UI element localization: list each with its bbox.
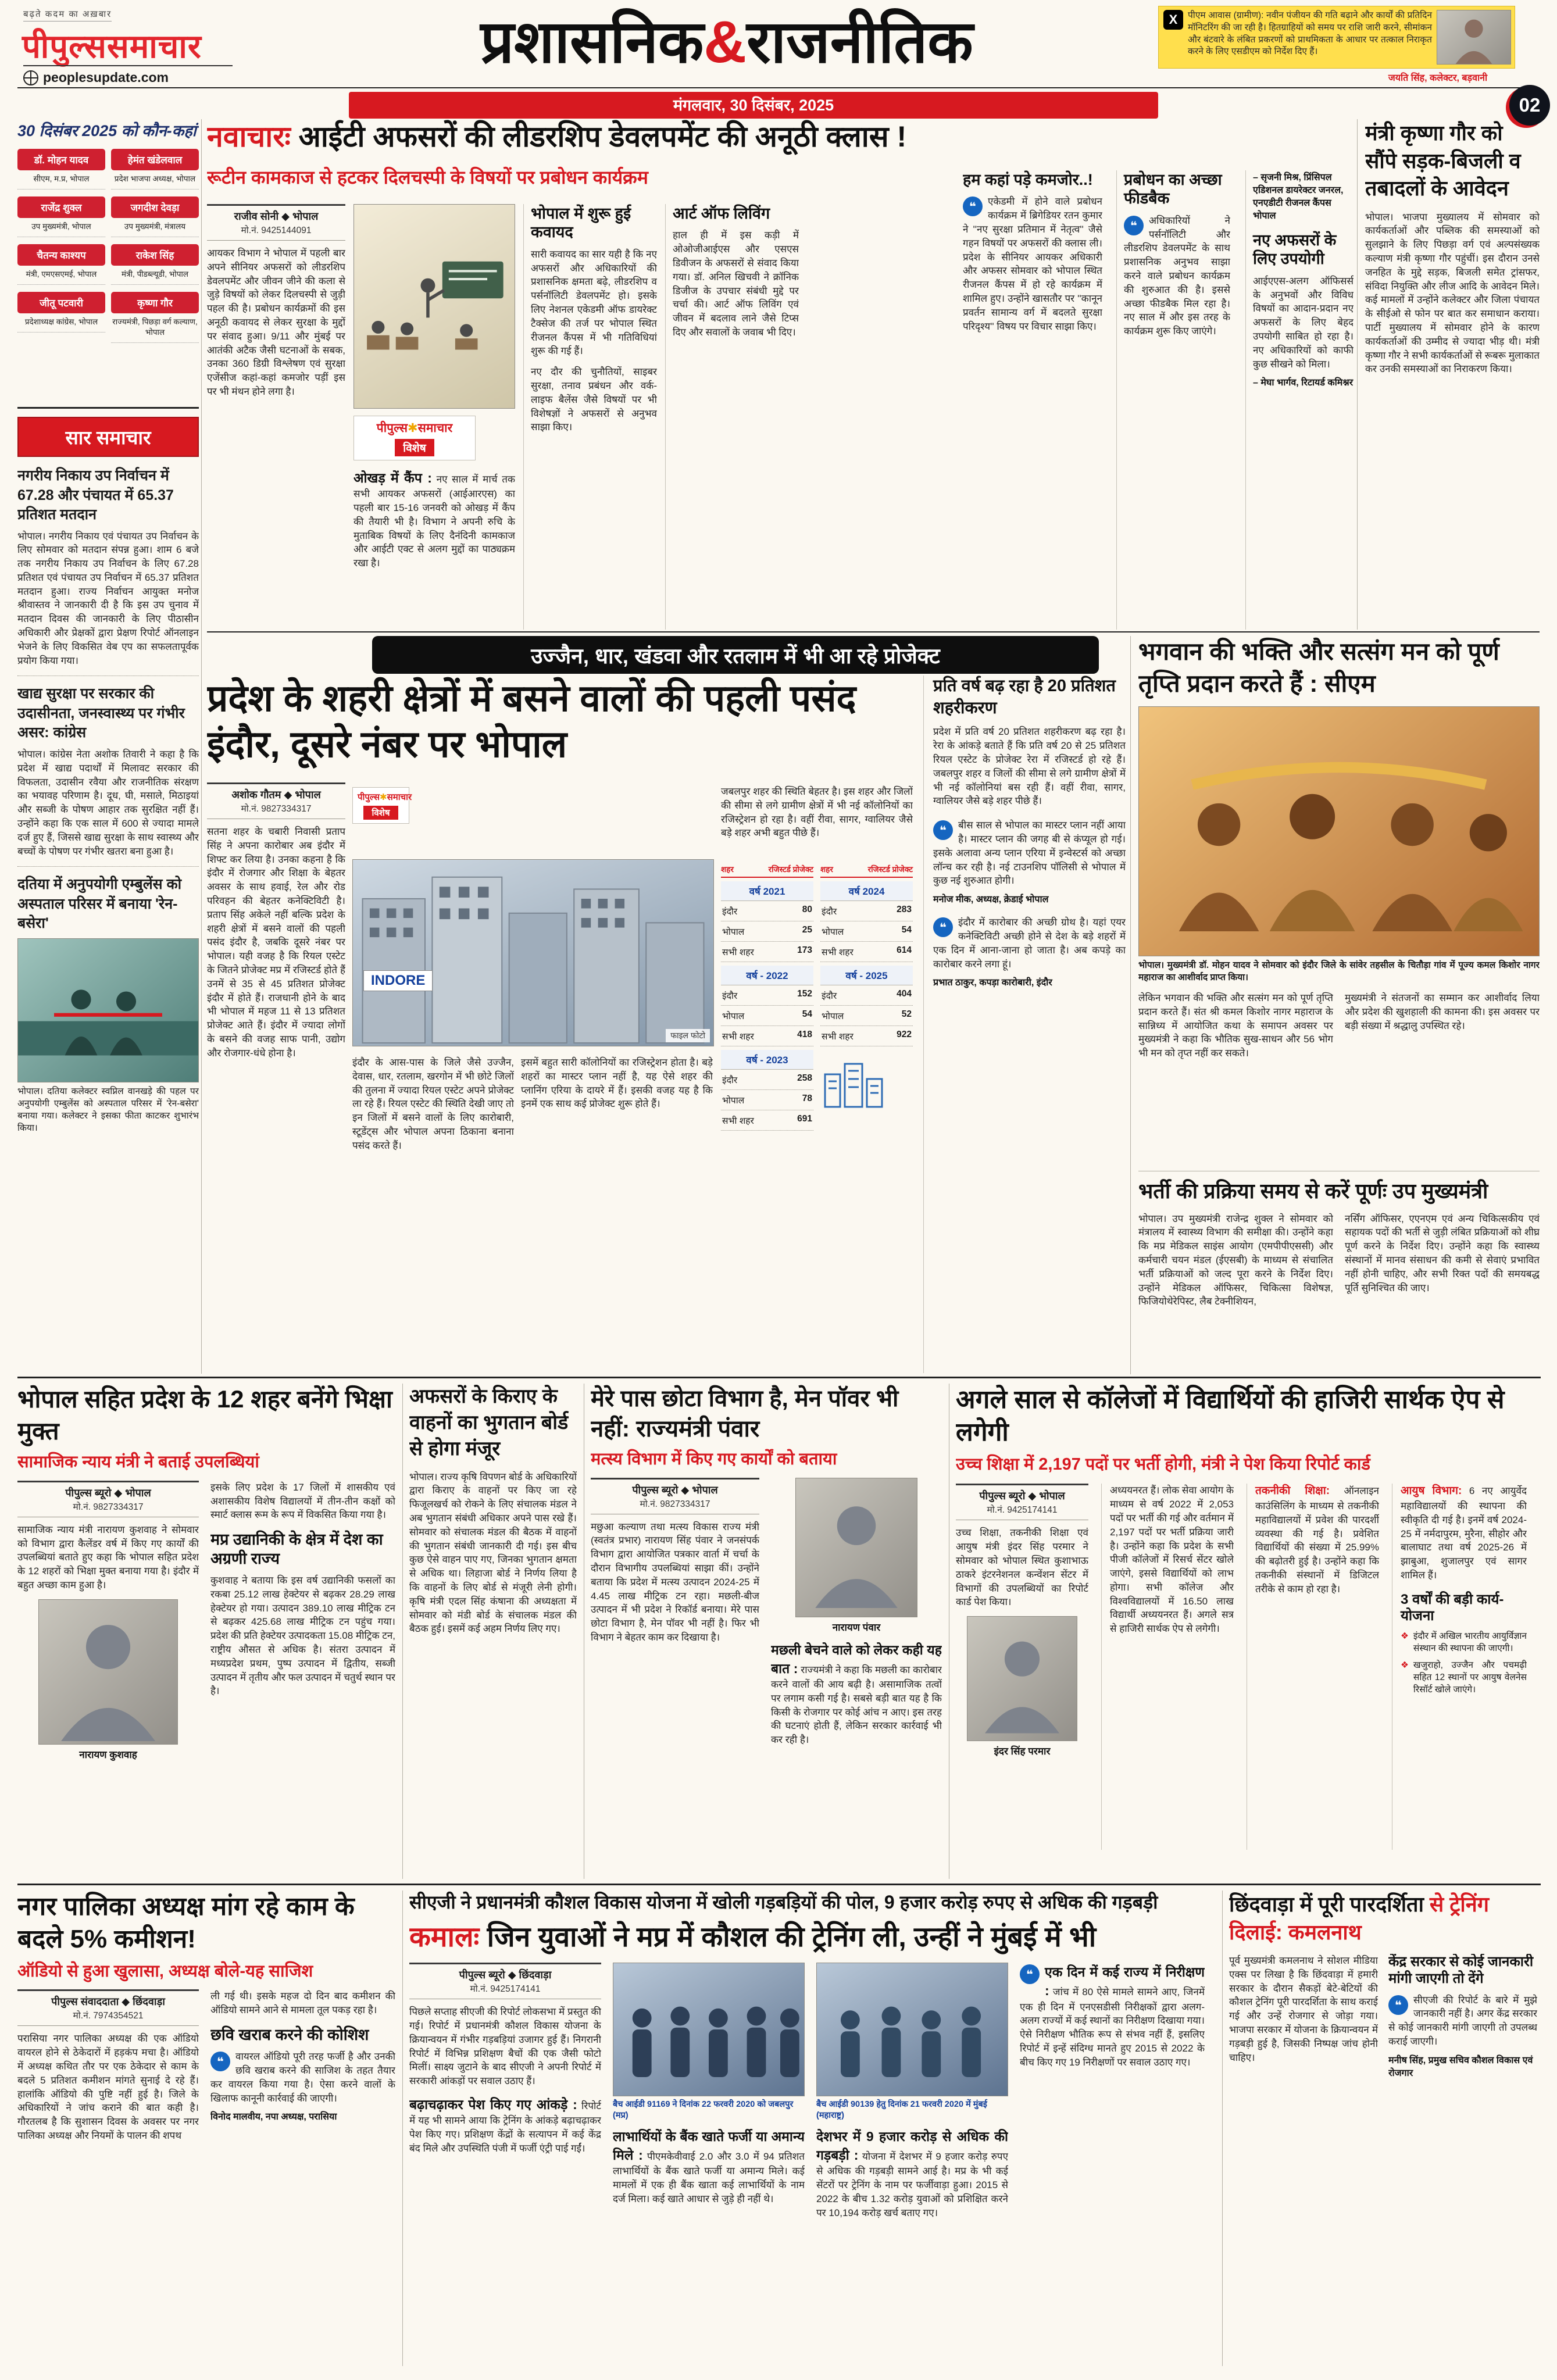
table-left-column: शहर रजिस्टर्ड प्रोजेक्ट वर्ष 2021 इंदौर 80 भोपाल 25 सभी शहर 173 वर्ष - 2022 इंदौर 152 भोपाल 54 सभी शहर 418 वर्ष - 2023 इंदौर 258 भोपाल 78 सभी शहर 691	[721, 864, 813, 1131]
who-entry: कृष्णा गौर राज्यमंत्री, पिछड़ा वर्ग कल्याण, भोपाल	[111, 292, 199, 343]
column-rule	[1357, 119, 1358, 630]
column-rule	[201, 119, 202, 1374]
table-year: वर्ष - 2025	[820, 966, 913, 985]
column-headline: भोपाल में शुरू हुई कवायद	[531, 205, 631, 241]
column-body: ❝ एकेडमी में होने वाले प्रबोधन कार्यक्रम में ब्रिगेडियर रतन कुमार ने ''नए सुरक्षा प्रतिमान में नेतृत्व'' जैसे गहन विषयों पर अफसरों की क्लास ली। प्रदेश के सीनियर आयकर अधिकारी और अफसर सोमवार को भोपाल स्थित रीजनल कैंपस में हो रहे कार्यक्रम में शामिल हुए। उन्होंने खासतौर पर ''कानून प्रवर्तन सामान्य वर्ग में बदलते सुरक्षा परिदृश्य'' विषय पर विचार साझा किए।	[963, 195, 1102, 333]
plan-item: ❖ इंदौर में अखिल भारतीय आयुर्विज्ञान संस्थान की स्थापना की जाएगी।	[1401, 1631, 1527, 1655]
urban-col-2	[352, 1056, 514, 1374]
story-col	[1388, 1954, 1537, 2326]
page-number-badge: 02	[1509, 85, 1550, 126]
table-row: भोपाल 78	[721, 1090, 813, 1110]
table-row: भोपाल 54	[721, 1006, 813, 1026]
classroom-cartoon	[354, 205, 515, 408]
quote-attribution: प्रभात ठाकुर, कपड़ा कारोबारी, इंदौर	[933, 978, 1052, 988]
lead-kicker: नवाचारः	[207, 120, 291, 153]
story-body: इसमें बहुत सारी कॉलोनियों का रजिस्ट्रेशन होता है। बड़े शहरों का मास्टर प्लान नहीं है, यह ऐसे शहर की प्लानिंग एरिया के दायरे में हैं। इसकी वजह यह है कि इनमें एक साथ कई प्रोजेक्ट शुरू होते हैं।	[521, 1057, 713, 1110]
lead-col-1	[207, 204, 345, 630]
lead-col-4	[665, 204, 799, 630]
story-headline: कमालः जिन युवाओं ने मप्र में कौशल की ट्रेनिंग ली, उन्हीं ने मुंबई में भी	[409, 1921, 1097, 1953]
story-col	[1020, 1963, 1205, 2311]
story-body: भोपाल। उप मुख्यमंत्री राजेन्द्र शुक्ल ने सोमवार को मंत्रालय में स्वास्थ्य विभाग की समीक्षा की। उन्होंने कहा कि मप्र मेडिकल साइंस आयोग (एमपीपीएससी) और कर्मचारी चयन मंडल (ईएसबी) के माध्यम से संचालित भर्ती प्रक्रियाओं को जल्द पूरा करने के निर्देश दिए। उन्होंने मेडिकल ऑफिसर, चिकित्सा विशेषज्ञ, फिजियोथेरेपिस्ट, लैब टेक्नीशियन,	[1138, 1213, 1333, 1307]
story-body: भोपाल। राज्य कृषि विपणन बोर्ड के अधिकारियों द्वारा किराए के वाहनों पर किए जा रहे फिजूलखर्च को रोकने के लिए संचालक मंडल ने अब भुगतान संबंधी अधिकार अपने पास रखे हैं। सोमवार को संचालक मंडल की बैठक में वाहनों की भुगतान संबंधी जानकारी दी गई। इस बीच कुछ ऐसे वाहन पाए गए, जिनका भुगतान क्षमता से अधिक था। लिहाजा बोर्ड ने निर्णय लिया है कि वाहनों के लिए बोर्ड से मंजूरी लेनी होगी। कृषि मंत्री एदल सिंह कंषाना की अध्यक्षता में सोमवार को मंडी बोर्ड के संचालक मंडल की बैठक हुई। इसमें कई अहम निर्णय लिए गए।	[409, 1471, 577, 1635]
saar-item-body: भोपाल। नगरीय निकाय एवं पंचायत उप निर्वाचन के लिए सोमवार को मतदान संपन्न हुआ। शाम 6 बजे तक नगरीय निकाय उप निर्वाचन के लिए 67.28 प्रतिशत एवं पंचायत उप निर्वाचन में 65.37 प्रतिशत मतदान हुआ। राज्य निर्वाचन आयुक्त मनोज श्रीवास्तव ने जानकारी दी है कि इस उप चुनाव में मतदान दिवस की जानकारी के लिए पीठासीन अधिकारी और प्रेक्षकों द्वारा प्रेक्षण रिपोर्ट ऑनलाइन भेजने के लिए विकसित वेब एप का सफलतापूर्वक प्रयोग किया गया।	[17, 530, 199, 666]
ampersand: &	[703, 9, 747, 75]
saar-item-headline: दतिया में अनुपयोगी एम्बुलेंस को अस्पताल परिसर में बनाया 'रेन-बसेरा'	[17, 876, 182, 932]
table-year: वर्ष - 2022	[721, 966, 813, 985]
saar-samachar-section	[17, 407, 199, 1374]
collector-photo	[1437, 10, 1511, 65]
quote-icon	[1388, 1995, 1408, 2015]
column-body: हाल ही में इस कड़ी में ओओजीआईएस और एसएस डिवीजन के अफसरों से संवाद किया गया। डॉ. अनिल खिचवी ने क्रॉनिक डिजीज के उपचार संबंधी मुद्दे पर चर्चा की। आर्ट ऑफ लिविंग एवं जीवन में बदलाव लाने जैसे टिप्स दिए और सवालों के जवाब भी दिए।	[673, 230, 799, 338]
table-row: सभी शहर 922	[820, 1026, 913, 1046]
story-subhead: उच्च शिक्षा में 2,197 पदों पर भर्ती होगी, मंत्री ने पेश किया रिपोर्ट कार्ड	[956, 1455, 1370, 1474]
urban-preference-story	[207, 636, 1126, 1374]
column-headline: प्रबोधन का अच्छा फीडबैक	[1124, 171, 1222, 208]
kamalnath-story	[1229, 1891, 1540, 2366]
person-silhouette-icon	[967, 1617, 1077, 1741]
vishesh-tag: विशेष	[395, 439, 434, 456]
section-rule	[17, 1884, 1541, 1885]
section-rule	[17, 1377, 1541, 1378]
quote-attribution: – मेघा भार्गव, रिटायर्ड कमिश्नर	[1253, 378, 1354, 388]
story-body: लेकिन भगवान की भक्ति और सत्संग मन को पूर्ण तृप्ति प्रदान करते हैं। संत श्री कमल किशोर नागर महाराज के सान्निध्य में आयोजित कथा के समापन अवसर पर मुख्यमंत्री ने कहा कि भौतिक सुख-साधन और 56 भोग भी मन को तृप्त नहीं कर सकते।	[1138, 992, 1333, 1059]
logo-star-icon	[408, 421, 418, 435]
lead-col-5	[963, 170, 1102, 630]
file-photo-label: फाइल फोटो	[666, 1029, 710, 1042]
panwar-portrait	[795, 1478, 917, 1617]
saar-photo-caption: भोपाल। दतिया कलेक्टर स्वप्निल वानखड़े की पहल पर अनुपयोगी एम्बुलेंस को अस्पताल परिसर में 'रेन-बसेरा' बनाया गया। कलेक्टर ने इसका फीता काटकर शुभारंभ किया।	[17, 1086, 199, 1133]
story-col	[771, 1478, 942, 1838]
story-headline: प्रदेश के शहरी क्षेत्रों में बसने वालों की पहली पसंद इंदौर, दूसरे नंबर पर भोपाल	[207, 677, 856, 766]
indore-buildings-photo	[352, 859, 714, 1046]
collector-note-text: पीएम आवास (ग्रामीण): नवीन पंजीयन की गति बढ़ाने और कार्यों की प्रतिदिन मॉनिटरिंग की जा रही है। हितग्राहियों को समय पर राशि जारी करने, सीमांकन और बंटवारे के लंबित प्रकरणों को प्राथमिकता के आधार पर तत्काल निराकृत करने के लिए एसडीएम को निर्देश दिए हैं।	[1188, 10, 1432, 57]
story-subhead: मत्स्य विभाग में किए गए कार्यों को बताया	[591, 1450, 837, 1468]
bhiksha-mukt-story	[17, 1384, 395, 1879]
story-headline: अफसरों के किराए के वाहनों का भुगतान बोर्ड से होगा मंजूर	[409, 1385, 569, 1460]
lead-body: आयकर विभाग ने भोपाल में पहली बार अपने सीनियर अफसरों को लीडरशिप डेवलपमेंट और जीवन जीने की कला से जुड़े विषयों को लेकर दिलचस्पी से जुड़ी पहल की है। प्रबोधन कार्यक्रमों की इस अनूठी कवायद से लेकर सुरक्षा के मुद्दों पर संवाद हुआ। 9/11 और मुंबई पर आतंकी अटैक जैसी घटनाओं के सबक, उनका 360 डिग्री विश्लेषण एवं सुरक्षा एजेंसीज कहां-कहां कमजोर पड़ीं इस पर भी मंथन होने लगा है।	[207, 248, 345, 397]
story-headline: भगवान की भक्ति और सत्संग मन को पूर्ण तृप्ति प्रदान करते हैं : सीएम	[1138, 638, 1499, 697]
attendance-app-story	[956, 1384, 1540, 1879]
story-col	[613, 1963, 805, 2311]
table-year: वर्ष 2024	[820, 881, 913, 901]
quote-attribution: मनीष सिंह, प्रमुख सचिव कौशल विकास एवं रोजगार	[1388, 2055, 1533, 2078]
tech-lead-in: तकनीकी शिक्षा:	[1255, 1485, 1330, 1498]
table-row: सभी शहर 691	[721, 1110, 813, 1131]
table-row: सभी शहर 173	[721, 942, 813, 962]
quote-block: ❝ बीस साल से भोपाल का मास्टर प्लान नहीं आया है। मास्टर प्लान की जगह बी से कंप्यूल हो गई। इसके अलावा अन्य प्लान एरिया में इन्वेस्टर्स को अच्छा लॉन्च कर रही है। नई टाउनशिप पॉलिसी से भोपाल में कुछ नई शुरुआत होगी।	[933, 819, 1126, 888]
table-row: इंदौर 404	[820, 985, 913, 1006]
sub-headline: मप्र उद्यानिकी के क्षेत्र में देश का अग्रणी राज्य	[210, 1531, 383, 1567]
quote-icon	[1020, 1964, 1040, 1984]
group-photo-scene	[613, 1963, 804, 2096]
table-year: वर्ष - 2023	[721, 1050, 813, 1070]
table-row: इंदौर 258	[721, 1070, 813, 1090]
who-entry: जगदीश देवड़ा उप मुख्यमंत्री, मंत्रालय	[111, 196, 199, 237]
lead-col-6	[1116, 170, 1230, 630]
table-row: इंदौर 80	[721, 901, 813, 921]
column-headline: प्रति वर्ष बढ़ रहा है 20 प्रतिशत शहरीकरण	[933, 677, 1116, 717]
collector-notice-box	[1158, 6, 1515, 69]
brand-badge: पीपुल्स ✱ समाचार विशेष	[353, 416, 476, 460]
quote-icon	[1124, 216, 1144, 235]
story-body: भोपाल। भाजपा मुख्यालय में सोमवार को कार्यकर्ताओं और पब्लिक की समस्याओं को सुलझाने के लिए पिछड़ा वर्ग एवं अल्पसंख्यक कल्याण मंत्री कृष्णा गौर पहुंचीं। इस दौरान उनसे जनहित के मुद्दे सड़क, बिजली समेत ट्रांसफर, संविदा नियुक्ति और लीज आदि के आवेदन मिले। कई मामलों में उन्होंने कलेक्टर और जिला पंचायत के सीईओ से फोन पर बात कर समाधान कराया। पार्टी मुख्यालय में सोमवार होने के कारण कार्यकर्ताओं की उम्मीद से ज्यादा भीड़ थी। मंत्री कृष्णा गौर ने सभी कार्यकर्ताओं से रूबरू मुलाकात कर उनकी समस्याओं का निराकरण किया।	[1365, 211, 1540, 375]
story-col	[17, 1989, 199, 2338]
quote-attribution: मनोज मीक, अध्यक्ष, क्रेडाई भोपाल	[933, 895, 1049, 905]
story-headline: मेरे पास छोटा विभाग है, मेन पॉवर भी नहीं: राज्यमंत्री पंवार	[591, 1386, 899, 1442]
table-row: भोपाल 25	[721, 921, 813, 942]
column-rule	[402, 1891, 403, 2366]
story-col	[17, 1481, 199, 1853]
event-scene	[1139, 707, 1539, 956]
lead-story	[207, 119, 1354, 630]
lead-subhead: रूटीन कामकाज से हटकर दिलचस्पी के विषयों पर प्रबोधन कार्यक्रम	[207, 167, 648, 188]
byline: पीपुल्स ब्यूरो ◆ भोपाल मो.नं. 9827334317	[17, 1481, 199, 1517]
story-body: ❝ वायरल ऑडियो पूरी तरह फर्जी है और उनकी छवि खराब करने की साजिश के तहत तैयार कर वायरल किया गया है। ऐसा करने वालों के खिलाफ कानूनी कार्रवाई की जाएगी।	[210, 2050, 395, 2105]
column-rule	[402, 1384, 403, 1879]
story-headline: नगर पालिका अध्यक्ष मांग रहे काम के बदले 5% कमीशन!	[17, 1892, 355, 1954]
byline: पीपुल्स ब्यूरो ◆ छिंदवाड़ा मो.नं. 9425174141	[409, 1963, 601, 1999]
who-where-box	[17, 119, 199, 404]
story-body: पिछले सप्ताह सीएजी की रिपोर्ट लोकसभा में प्रस्तुत की गई। रिपोर्ट में प्रधानमंत्री कौशल विकास योजना के क्रियान्वयन में गंभीर गड़बड़ियां उजागर हुई हैं। निगरानी रिपोर्ट में विभिन्न प्रशिक्षण बैचों की एक जैसी फोटो मिलीं। साक्ष्य जुटाने के बाद सीएजी ने अपनी रिपोर्ट में सरकारी आंकड़ों पर सवाल उठाए हैं।	[409, 2006, 601, 2087]
column-headline: हम कहां पड़े कमजोर..!	[963, 171, 1093, 188]
story-col	[591, 1478, 759, 1838]
story-col: आयुष विभाग: 6 नए आयुर्वेद महाविद्यालयों की स्थापना की स्वीकृति दी गई है। इनमें वर्ष 2024-25 में नर्मदापुरम, मुरैना, सीहोर और बालाघाट तथा वर्ष 2025-26 में झाबुआ, शुजालपुर एवं सागर शामिल हैं। 3 वर्षों की बड़ी कार्य-योजना ❖ इंदौर में अखिल भारतीय आयुर्विज्ञान संस्थान की स्थापना की जाएगी। ❖ खजुराहो, उज्जैन और पचमढ़ी सहित 12 स्थानों पर आयुष वेलनेस रिसॉर्ट खोले जाएंगे।	[1392, 1484, 1527, 1850]
website-link[interactable]: peoplesupdate.com	[23, 65, 233, 85]
saar-item-body: भोपाल। कांग्रेस नेता अशोक तिवारी ने कहा है कि प्रदेश में खाद्य पदार्थों में मिलावट सरकार की विफलता, उदासीन रवैया और राजनीतिक संरक्षण का भयावह परिणाम है। दूध, घी, मसाले, मिठाइयां और सब्जी के पोषण आहार तक सुरक्षित नहीं हैं। उन्होंने कहा कि एक साल में 600 से ज्यादा मामले दर्ज हुए हैं, जिससे खाद्य सुरक्षा के साथ स्वास्थ्य और बच्चों के पोषण पर गंभीर खतरा बना हुआ है।	[17, 748, 199, 857]
collector-caption: जयति सिंह, कलेक्टर, बड़वानी	[1388, 73, 1488, 83]
group-photo-scene	[817, 1963, 1008, 2096]
table-row: इंदौर 152	[721, 985, 813, 1006]
rain-basera-photo	[17, 938, 199, 1082]
who-where-title: 30 दिसंबर 2025 को कौन-कहां	[17, 122, 197, 140]
column-headline: नए अफसरों के लिए उपयोगी	[1253, 231, 1337, 268]
story-body: मछुआ कल्याण तथा मत्स्य विकास राज्य मंत्री (स्वतंत्र प्रभार) नारायण सिंह पंवार ने जनसंपर्क विभाग द्वारा आयोजित पत्रकार वार्ता में चर्चा के दौरान विभागीय उपलब्धियां साझा कीं। उन्होंने बताया कि प्रदेश में मत्स्य उत्पादन 2024-25 में 4.45 लाख मीट्रिक टन रहा। मछली-बीज उत्पादन में भी प्रदेश ने रिकॉर्ड बनाया। मेरे पास छोटा विभाग है, मेन पॉवर भी नहीं है। फिर भी विभाग ने बेहतर काम कर दिखाया है।	[591, 1521, 759, 1643]
table-row: सभी शहर 614	[820, 942, 913, 962]
byline: पीपुल्स ब्यूरो ◆ भोपाल मो.नं. 9827334317	[591, 1478, 759, 1514]
column-headline: आर्ट ऑफ लिविंग	[673, 205, 770, 222]
plan-item: ❖ खजुराहो, उज्जैन और पचमढ़ी सहित 12 स्थानों पर आयुष वेलनेस रिसॉर्ट खोले जाएंगे।	[1401, 1660, 1527, 1696]
story-headline: मंत्री कृष्णा गौर को सौंपे सड़क-बिजली व तबादलों के आवेदन	[1365, 121, 1521, 201]
section-rule	[207, 631, 1540, 632]
story-subhead: ऑडियो से हुआ खुलासा, अध्यक्ष बोले-यह साजिश	[17, 1961, 313, 1981]
x-twitter-icon	[1163, 10, 1183, 30]
who-entry: राजेंद्र शुक्ल उप मुख्यमंत्री, भोपाल	[17, 196, 105, 237]
person-silhouette-icon	[39, 1600, 177, 1744]
plan-headline: 3 वर्षों की बड़ी कार्य-योजना	[1401, 1591, 1504, 1624]
buildings-icon	[820, 1057, 890, 1109]
sub-headline: छवि खराब करने की कोशिश	[210, 2025, 369, 2043]
commission-story	[17, 1891, 395, 2366]
story-col: तकनीकी शिक्षा: ऑनलाइन काउंसिलिंग के माध्यम से तकनीकी महाविद्यालयों में प्रवेश की पारदर्शी व्यवस्था की गई है। प्रवेशित विद्यार्थियों की संख्या में 25.99% की बढ़ोतरी हुई है। उन्होंने कहा कि तकनीकी संस्थानों में डिजिटल तरीके से काम हो रहा है।	[1247, 1484, 1379, 1850]
quote-icon	[963, 196, 983, 216]
quote-icon	[933, 917, 953, 937]
urban-col-1	[207, 782, 345, 1374]
column-body: आईएएस-अलग ऑफिसर्स के अनुभवों और विविध विषयों का आदान-प्रदान नए अफसरों के लिए बेहद उपयोगी साबित हो रहा है। नए अधिकारियों को काफी कुछ सीखने को मिला।	[1253, 275, 1354, 370]
story-col: पूर्व मुख्यमंत्री कमलनाथ ने सोशल मीडिया एक्स पर लिखा है कि छिंदवाड़ा में हमारी सरकार के दौरान सैकड़ों बेटे-बेटियों की कौशल ट्रेनिंग पूरी पारदर्शिता के साथ कराई गई और उन्हें रोजगार से जोड़ा गया। भाजपा सरकार में योजना के क्रियान्वयन में गड़बड़ी हुई है, जिसकी निष्पक्ष जांच होनी चाहिए।	[1229, 1955, 1378, 2063]
story-subhead: सामाजिक न्याय मंत्री ने बताई उपलब्धियां	[17, 1453, 259, 1472]
lead-col-7	[1245, 170, 1354, 630]
sub-para: लाभार्थियों के बैंक खाते फर्जी या अमान्य मिले : पीएमकेवीवाई 2.0 और 3.0 में 94 प्रतिशत लाभार्थियों के बैंक खाते फर्जी या अमान्य मिले। कई मामलों में एक ही बैंक खाता कई लाभार्थियों के नाम दर्ज मिला। कई खाते आधार से जुड़े ही नहीं थे।	[613, 2128, 805, 2204]
byline: पीपुल्स ब्यूरो ◆ भोपाल मो.नं. 9425174141	[956, 1484, 1088, 1520]
header-rule	[17, 87, 1540, 88]
indore-sign: INDORE	[363, 970, 433, 991]
table-row: भोपाल 54	[820, 921, 913, 942]
batch-photo-2	[816, 1963, 1008, 2096]
lead-okhad-para: ओखड़ में कैंप : नए साल में मार्च तक सभी आयकर अफसरों (आईआरएस) का पहली बार 15-16 जनवरी को ओखड़ में कैंप की तैयारी भी है। विभाग ने अपनी रुचि के मुताबिक विषयों के लिए दैनंदिनी कामकाज और आईटी एक्ट से अलग मुद्दों का पाठ्यक्रम रखा है।	[353, 470, 515, 569]
story-top-headline: सीएजी ने प्रधानमंत्री कौशल विकास योजना में खोली गड़बड़ियों की पोल, 9 हजार करोड़ रुपए से अधिक की गड़बड़ी	[409, 1892, 1158, 1913]
registered-projects-table	[721, 864, 913, 1131]
buildings-skyline	[353, 860, 713, 1046]
who-entry: जीतू पटवारी प्रदेशाध्यक्ष कांग्रेस, भोपाल	[17, 292, 105, 343]
brand-badge: पीपुल्स ✱ समाचार विशेष	[352, 787, 409, 824]
ribbon-cutting-scene	[18, 939, 198, 1082]
story-body: कुशवाह ने बताया कि इस वर्ष उद्यानिकी फसलों का रकबा 25.12 लाख हेक्टेयर से बढ़कर 28.29 लाख हेक्टेयर हो गया। उत्पादन 389.10 लाख मीट्रिक टन से बढ़कर 425.68 लाख मीट्रिक टन पहुंच गया। प्रदेश की प्रति हेक्टेयर उत्पादकता 15.08 मीट्रिक टन, राष्ट्रीय औसत से अधिक है। संतरा उत्पादन में मध्यप्रदेश प्रथम, पुष्प उत्पादन में द्वितीय, सब्जी उत्पादन में तृतीय और फल उत्पादन में चतुर्थ स्थान पर है।	[210, 1575, 395, 1697]
story-body: इंदौर के आस-पास के जिले जैसे उज्जैन, देवास, धार, रतलाम, खरगोन में भी छोटे जिलों की तुलना में ज्यादा रियल एस्टेट अपने प्रोजेक्ट ला रहे हैं। रियल एस्टेट की स्थिति देखी जाए तो इन जिलों में बसने वालों के लिए कारोबारी, स्टूडेंट्स और भोपाल अपना ठिकाना बनाना पसंद करते हैं।	[352, 1057, 514, 1151]
batch-photo-caption: बैच आईडी 91169 ने दिनांक 22 फरवरी 2020 को जबलपुर (मप्र)	[613, 2100, 794, 2120]
quote-block: ❝ इंदौर में कारोबार की अच्छी ग्रोथ है। यहां एयर कनेक्टिविटी अच्छी होने से देश के बड़े शहरों में एक दिन में आना-जाना हो जाता है। अब कपड़े का कारोबार करने लगा हूं।	[933, 916, 1126, 971]
person-silhouette-icon	[1437, 10, 1510, 64]
story-body: ❝ सीएजी की रिपोर्ट के बारे में मुझे जानकारी नहीं है। अगर केंद्र सरकार से कोई जानकारी मांगी जाएगी तो उपलब्ध कराई जाएगी।	[1388, 1993, 1537, 2049]
date-bar: मंगलवार, 30 दिसंबर, 2025	[349, 92, 1158, 119]
story-headline: भर्ती की प्रक्रिया समय से करें पूर्णः उप मुख्यमंत्री	[1138, 1179, 1488, 1203]
kushwah-portrait	[38, 1599, 178, 1745]
table-row: इंदौर 283	[820, 901, 913, 921]
urban-col-3	[521, 1056, 713, 1374]
byline: अशोक गौतम ◆ भोपाल मो.नं. 9827334317	[207, 782, 345, 819]
quote-icon	[933, 820, 953, 840]
saar-item-headline: नगरीय निकाय उप निर्वाचन में 67.28 और पंचायत में 65.37 प्रतिशत मतदान	[17, 467, 174, 523]
column-body: नए दौर की चुनौतियों, साइबर सुरक्षा, तनाव प्रबंधन और वर्क-लाइफ बैलेंस जैसे विषयों पर भी विशेषज्ञों ने अफसरों से अनुभव साझा किए।	[531, 366, 657, 433]
lead-col-2	[353, 204, 515, 613]
panwar-story	[591, 1384, 942, 1879]
who-entry: राकेश सिंह मंत्री, पीडब्ल्यूडी, भोपाल	[111, 244, 199, 285]
quote-attribution: – सृजनी मिश्र, प्रिंसिपल एडिशनल डायरेक्टर जनरल, एनएडीटी रीजनल कैंपस भोपाल	[1253, 173, 1344, 221]
masthead-tagline: बढ़ते कदम का अख़बार	[23, 8, 112, 22]
lead-col-3	[523, 204, 657, 630]
photo-caption: भोपाल। मुख्यमंत्री डॉ. मोहन यादव ने सोमवार को इंदौर जिले के सांवेर तहसील के चितौड़ा गांव में पूज्य कमल किशोर नागर महाराज का आशीर्वाद प्राप्त किया।	[1138, 960, 1540, 983]
who-entry: हेमंत खंडेलवाल प्रदेश भाजपा अध्यक्ष, भोपाल	[111, 149, 199, 190]
sub-para: देशभर में 9 हजार करोड़ से अधिक की गड़बड़ी : योजना में देशभर में 9 हजार करोड़ रुपए से अधिक की गड़बड़ी सामने आई है। मप्र के भी कई सेंटरों पर ट्रेनिंग के नाम पर फर्जीवाड़ा हुआ। 2015 से 2022 के बीच 1.32 करोड़ युवाओं को प्रशिक्षित करने पर 10,194 करोड़ खर्च बताए गए।	[816, 2128, 1008, 2218]
column-body: सारी कवायद का सार यही है कि नए अफसरों और अधिकारियों की प्रशासनिक क्षमता बढ़े, लीडरशिप व पर्सनॉलिटी डेवलपमेंट हो। इसके लिए नेशनल एकेडमी ऑफ डायरेक्ट टैक्सेज की तर्ज पर भोपाल स्थित रीजनल कैंपस में भी गतिविधियां शुरू की गई हैं।	[531, 248, 657, 357]
parmar-portrait	[967, 1616, 1077, 1741]
story-col	[956, 1484, 1088, 1850]
cm-event-photo	[1138, 706, 1540, 956]
krishna-gaur-story	[1365, 119, 1540, 630]
diamond-bullet-icon	[1401, 1660, 1409, 1696]
section-masthead: प्रशासनिक&राजनीतिक	[480, 9, 973, 75]
batch-photo-1	[613, 1963, 805, 2096]
saar-item-headline: खाद्य सुरक्षा पर सरकार की उदासीनता, जनस्वास्थ्य पर गंभीर असर: कांग्रेस	[17, 685, 185, 741]
quote-attribution: विनोद मालवीय, नपा अध्यक्ष, परासिया	[210, 2112, 337, 2122]
story-body: नर्सिंग ऑफिसर, एएनएम एवं अन्य चिकित्सकीय एवं सहायक पदों की भर्ती से जुड़ी लंबित प्रक्रियाओं को शीघ्र पूर्ण करने के निर्देश दिए। उन्होंने कहा कि स्वास्थ्य संस्थानों में मानव संसाधन की कमी से सेवाएं प्रभावित नहीं होनी चाहिए, और सभी रिक्त पदों की समयबद्ध पूर्ति सुनिश्चित की जाए।	[1345, 1213, 1540, 1293]
column-rule	[1130, 636, 1131, 1374]
quote-icon	[210, 2052, 230, 2071]
logo-star-icon	[380, 792, 387, 802]
byline: पीपुल्स संवाददाता ◆ छिंदवाड़ा मो.नं. 7974354521	[17, 1989, 199, 2026]
portrait-caption: इंदर सिंह परमार	[994, 1746, 1051, 1757]
story-body: सामाजिक न्याय मंत्री नारायण कुशवाह ने सोमवार को विभाग द्वारा कैलेंडर वर्ष में किए गए कार्यों की उपलब्धियां बताते हुए कहा कि भोपाल सहित प्रदेश के 12 शहरों को भिक्षा मुक्त बनाया गया है। इंदौर में बहुत अच्छा काम हुआ है।	[17, 1524, 199, 1591]
story-kicker-bar: उज्जैन, धार, खंडवा और रतलाम में भी आ रहे प्रोजेक्ट	[372, 636, 1099, 674]
story-col	[816, 1963, 1008, 2311]
ayush-lead-in: आयुष विभाग:	[1401, 1485, 1462, 1498]
sub-para: मछली बेचने वाले को लेकर कही यह बात : राज्यमंत्री ने कहा कि मछली का कारोबार करने वालों की आय बढ़ी है। असामाजिक तत्वों पर लगाम कसी गई है। सबसे बड़ी बात यह है कि किसी के रोजगार पर कोई आंच न आए। इस तरह की घटनाएं होती हैं, लेकिन सरकार कार्रवाई भी कर रही है।	[771, 1642, 942, 1746]
table-right-column: शहर रजिस्टर्ड प्रोजेक्ट वर्ष 2024 इंदौर 283 भोपाल 54 सभी शहर 614 वर्ष - 2025 इंदौर 404 भोपाल 52 सभी शहर 922	[820, 864, 913, 1131]
portrait-caption: नारायण कुशवाह	[79, 1749, 137, 1760]
story-col	[210, 1481, 395, 1853]
story-body: इसके लिए प्रदेश के 17 जिलों में शासकीय एवं अशासकीय विशेष विद्यालयों में तीन-तीन कक्षों को स्मार्ट क्लास रूम के रूप में विकसित किया गया है।	[210, 1481, 395, 1521]
story-body: उच्च शिक्षा, तकनीकी शिक्षा एवं आयुष मंत्री इंदर सिंह परमार ने सोमवार को भोपाल स्थित कुशाभाऊ ठाकरे इंटरनेशनल कन्वेंशन सेंटर में विभागों की उपलब्धियों का रिपोर्ट कार्ड पेश किया।	[956, 1527, 1088, 1608]
person-silhouette-icon	[796, 1478, 917, 1617]
table-row: सभी शहर 418	[721, 1026, 813, 1046]
vishesh-tag: विशेष	[363, 806, 398, 820]
bhakti-cm-story	[1138, 636, 1540, 1166]
divider	[17, 866, 199, 867]
urban-col-4: जबलपुर शहर की स्थिति बेहतर है। इस शहर और जिलों की सीमा से लगे ग्रामीण क्षेत्रों में भी नई कॉलोनियों का रजिस्ट्रेशन हो रहा है। वहीं रीवा, सागर, ग्वालियर जैसे बड़े शहर अभी बहुत पीछे हैं।	[721, 786, 913, 839]
portrait-caption: नारायण पंवार	[832, 1621, 881, 1633]
batch-photo-caption: बैच आईडी 90139 हेतु दिनांक 21 फरवरी 2020 में मुंबई (महाराष्ट्र)	[816, 2100, 987, 2120]
who-entry: चैतन्य काश्यप मंत्री, एमएसएमई, भोपाल	[17, 244, 105, 285]
globe-icon	[23, 70, 38, 85]
table-year: वर्ष 2021	[721, 881, 813, 901]
okhad-lead-in: ओखड़ में कैंप :	[353, 470, 432, 485]
urbanization-column	[923, 676, 1126, 1373]
story-headline: भोपाल सहित प्रदेश के 12 शहर बनेंगे भिक्षा मुक्त	[17, 1385, 392, 1445]
story-body: सतना शहर के चबारी निवासी प्रताप सिंह ने अपना कारोबार अब इंदौर में शिफ्ट कर लिया है। उनका कहना है कि इंदौर में रोजगार और शिक्षा के बेहतर अवसर के साथ हवाई, रेल और रोड परिवहन की बेहतर कनेक्टिविटी है। प्रताप सिंह अकेले नहीं बल्कि प्रदेश के शहरी क्षेत्रों में बसने वालों की पहली पसंद इंदौर है, जबकि दूसरे नंबर पर भोपाल। यही वजह है कि रियल एस्टेट के जितने प्रोजेक्ट मप्र में रजिस्टर्ड होते हैं उनमें से 35 से 45 प्रतिशत प्रोजेक्ट इंदौर में होते हैं। राजधानी होने के बाद भी भोपाल में महज 11 से 13 प्रतिशत प्रोजेक्ट आते हैं। इंदौर में ज्यादा लोगों के बसने की वजह साफ पानी, उद्योग और रोजगार-धंधे होना है।	[207, 826, 345, 1059]
sub-para: ❝ एक दिन में कई राज्य में निरीक्षण : जांच में 80 ऐसे मामले सामने आए, जिनमें एक ही दिन में एनएसडीसी निरीक्षकों द्वारा अलग-अलग राज्यों में कई स्थानों का निरीक्षण दिखाया गया। ऐसे निरीक्षण भौतिक रूप से संभव नहीं हैं, इसलिए रिपोर्ट में इन्हें संदिग्ध मानते हुए 2015 से 2022 के बीच किए गए 19 निरीक्षणों पर सवाल उठाए गए।	[1020, 1963, 1205, 2069]
column-body: प्रदेश में प्रति वर्ष 20 प्रतिशत शहरीकरण बढ़ रहा है। रेरा के आंकड़े बताते हैं कि प्रति वर्ष 20 से 25 प्रतिशत रियल एस्टेट के प्रोजेक्ट रेरा में रजिस्टर्ड हो रहे हैं। जबलपुर शहर व जिलों की सीमा से लगे ग्रामीण क्षेत्रों में भी नई कॉलोनियां बस रही हैं। वहीं रीवा, सागर, ग्वालियर जैसे बड़े शहर पीछे हैं।	[933, 726, 1126, 807]
who-entry: डॉ. मोहन यादव सीएम, म.प्र, भोपाल	[17, 149, 105, 190]
bharti-story	[1138, 1171, 1540, 1374]
story-body: मुख्यमंत्री ने संतजनों का सम्मान कर आशीर्वाद लिया और प्रदेश की खुशहाली की कामना की। इस अवसर पर बड़ी संख्या में श्रद्धालु उपस्थित रहे।	[1345, 992, 1540, 1031]
story-headline: अगले साल से कॉलेजों में विद्यार्थियों की हाजिरी सार्थक ऐप से लगेगी	[956, 1385, 1505, 1447]
who-where-grid	[17, 149, 199, 343]
story-col	[409, 1963, 601, 2311]
story-headline: छिंदवाड़ा में पूरी पारदर्शिता से ट्रेनिंग दिलाई: कमलनाथ	[1229, 1892, 1489, 1944]
story-col	[210, 1989, 395, 2338]
byline: राजीव सोनी ◆ भोपाल मो.नं. 9425144091	[207, 204, 345, 241]
sub-para: बढ़ाचढ़ाकर पेश किए गए आंकड़े : रिपोर्ट में यह भी सामने आया कि ट्रेनिंग के आंकड़े बढ़ाचढ़ाकर पेश किए गए। प्रशिक्षण केंद्रों के सत्यापन में कई केंद्र बंद मिले और उपस्थिति पंजी में फर्जी एंट्री पाई गईं।	[409, 2096, 601, 2154]
diamond-bullet-icon	[1401, 1631, 1409, 1655]
column-rule	[1222, 1891, 1223, 2366]
story-body: ली गई थी। इसके महज दो दिन बाद कमीशन की ऑडियो सामने आने से मामला तूल पकड़ रहा है।	[210, 1991, 395, 2016]
table-row: भोपाल 52	[820, 1006, 913, 1026]
cartoon-illustration	[353, 204, 515, 409]
vehicles-payment-story	[409, 1384, 577, 1879]
story-body: परासिया नगर पालिका अध्यक्ष की एक ऑडियो वायरल होने से ठेकेदारों में हड़कंप मचा है। ऑडियो में अध्यक्ष कथित तौर पर एक ठेकेदार से काम के बदले 5 प्रतिशत कमीशन मांगते सुनाई दे रहे हैं। हालांकि ऑडियो की पुष्टि नहीं हुई है। जिले के अधिकारियों ने जांच कराने की बात कही है। गौरतलब है कि सुशासन दिवस के अवसर पर नगर पालिका अध्यक्ष और नियमों के पालन की शपथ	[17, 2033, 199, 2141]
story-col: अध्ययनरत हैं। लोक सेवा आयोग के माध्यम से वर्ष 2022 में 2,053 पदों पर भर्ती की गई और वर्तमान में 2,197 पदों पर भर्ती प्रक्रिया जारी है। उन्होंने कहा कि प्रदेश के सभी पीजी कॉलेजों में रिसर्च सेंटर खोले जाएंगे, इससे विद्यार्थियों को लाभ होगा। सभी कॉलेज और विश्वविद्यालयों में 16.50 लाख विद्यार्थी अध्ययनरत हैं। अगले सत्र से हाजिरी सार्थक ऐप से लगेगी।	[1101, 1484, 1234, 1850]
newspaper-logo: पीपुल्ससमाचार	[22, 28, 202, 65]
column-body: ❝ अधिकारियों ने पर्सनॉलिटी और लीडरशिप डेवलपमेंट के साथ प्रशासनिक अनुभव साझा करने वाले प्रबोधन कार्यक्रम की शुरुआत की है। इससे अच्छा फीडबैक मिल रहा है। नए साल में और इस तरह के कार्यक्रम शुरू किए जाएंगे।	[1124, 214, 1230, 338]
cag-skill-story	[409, 1891, 1216, 2366]
sub-headline: केंद्र सरकार से कोई जानकारी मांगी जाएगी तो देंगे	[1388, 1954, 1534, 1986]
story-kicker: कमालः	[409, 1921, 480, 1953]
saar-samachar-title: सार समाचार	[17, 417, 199, 457]
lead-headline: नवाचारः आईटी अफसरों की लीडरशिप डेवलपमेंट की अनूठी क्लास !	[207, 120, 907, 153]
